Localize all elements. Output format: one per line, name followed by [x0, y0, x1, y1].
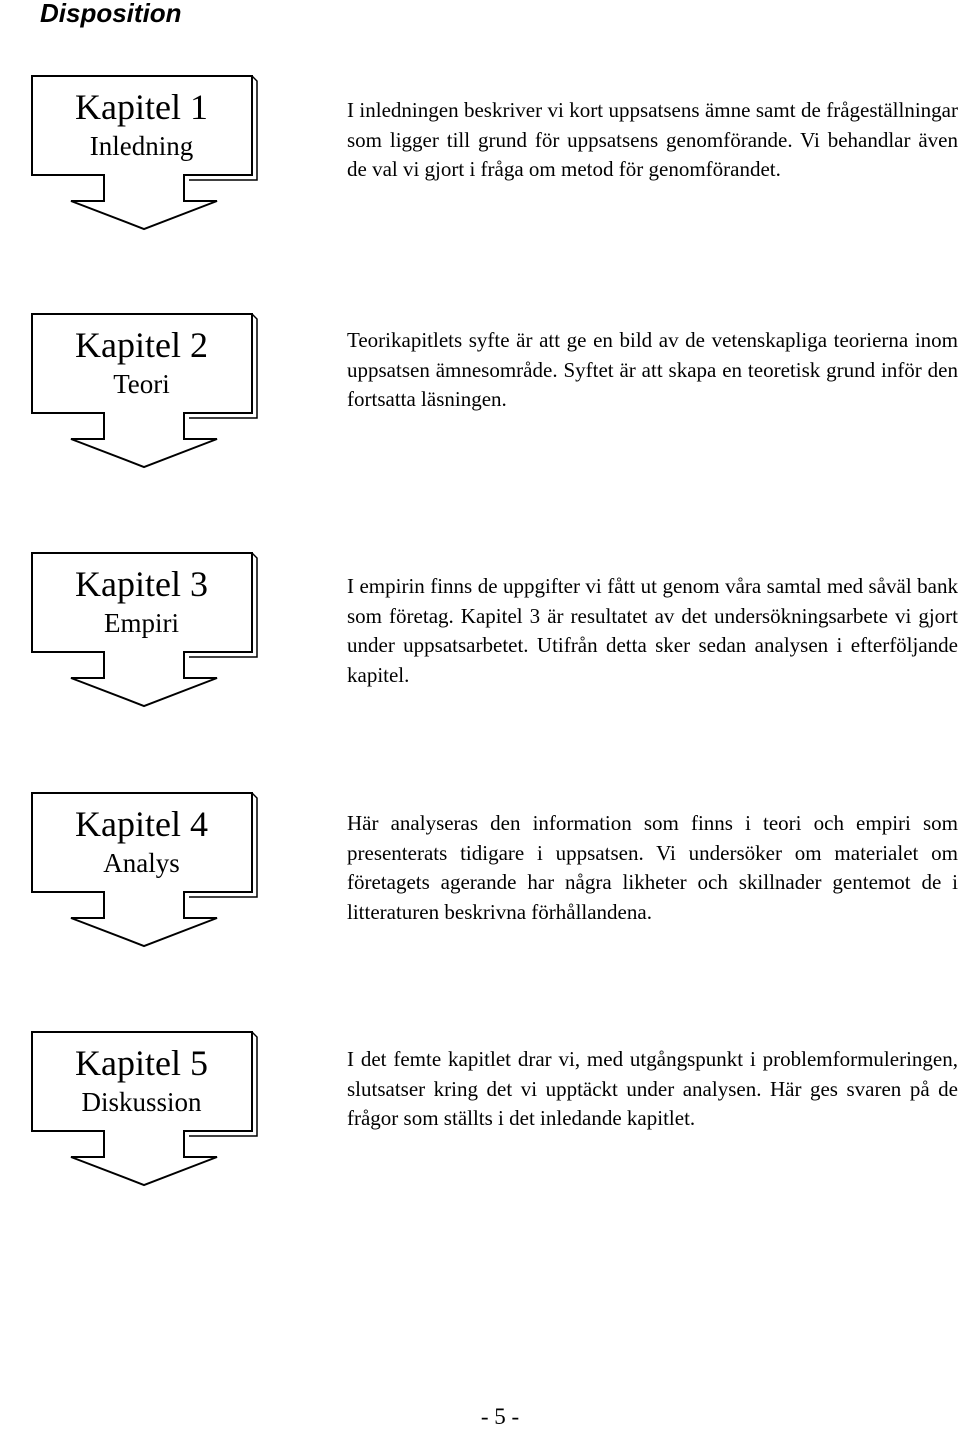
chapter-1-title: Kapitel 1	[75, 87, 208, 127]
chapter-2-arrow-box	[28, 311, 260, 487]
chapter-5-subtitle: Diskussion	[81, 1087, 202, 1117]
chapter-5-title: Kapitel 5	[75, 1043, 208, 1083]
chapter-4-arrow-box	[28, 790, 260, 966]
chapter-4-subtitle: Analys	[103, 848, 180, 878]
chapter-1-description: I inledningen beskriver vi kort uppsatsens ämne samt de frågeställningar som ligger till grund för uppsatsens genomförande. Vi behandlar även de val vi gjort i fråga om metod för genomförandet.	[347, 98, 958, 181]
chapter-2-description: Teorikapitlets syfte är att ge en bild av de vetenskapliga teorierna inom uppsatsen ämnesområde. Syftet är att skapa en teoretisk grund inför den fortsatta läsningen.	[347, 328, 958, 411]
chapter-4-title: Kapitel 4	[75, 804, 208, 844]
chapter-3-arrow-box	[28, 550, 260, 726]
chapter-4-description: Här analyseras den information som finns i teori och empiri som presenterats tidigare i uppsatsen. Vi undersöker om materialet om företagets agerande har några likheter och skillnader gentemot de i litteraturen beskrivna förhållandena.	[347, 811, 958, 924]
chapter-2-subtitle: Teori	[113, 369, 170, 399]
chapter-3-title: Kapitel 3	[75, 564, 208, 604]
chapter-3-subtitle: Empiri	[104, 608, 179, 638]
chapter-1-arrow-box	[28, 73, 260, 249]
chapter-5-arrow-box	[28, 1029, 260, 1205]
chapter-3-description: I empirin finns de uppgifter vi fått ut genom våra samtal med såväl bank som företag. Kapitel 3 är resultatet av det undersökningsarbete vi gjort under uppsatsarbetet. Utifrån detta sker sedan analysen i efterföljande kapitel.	[347, 574, 958, 687]
chapter-2-title: Kapitel 2	[75, 325, 208, 365]
chapter-1-subtitle: Inledning	[89, 131, 194, 161]
page-heading: Disposition	[40, 0, 182, 28]
page-number: - 5 -	[480, 1404, 520, 1429]
chapter-5-description: I det femte kapitlet drar vi, med utgångspunkt i problemformuleringen, slutsatser kring det vi upptäckt under analysen. Här ges svaren på de frågor som ställts i det inledande kapitlet.	[347, 1047, 958, 1130]
